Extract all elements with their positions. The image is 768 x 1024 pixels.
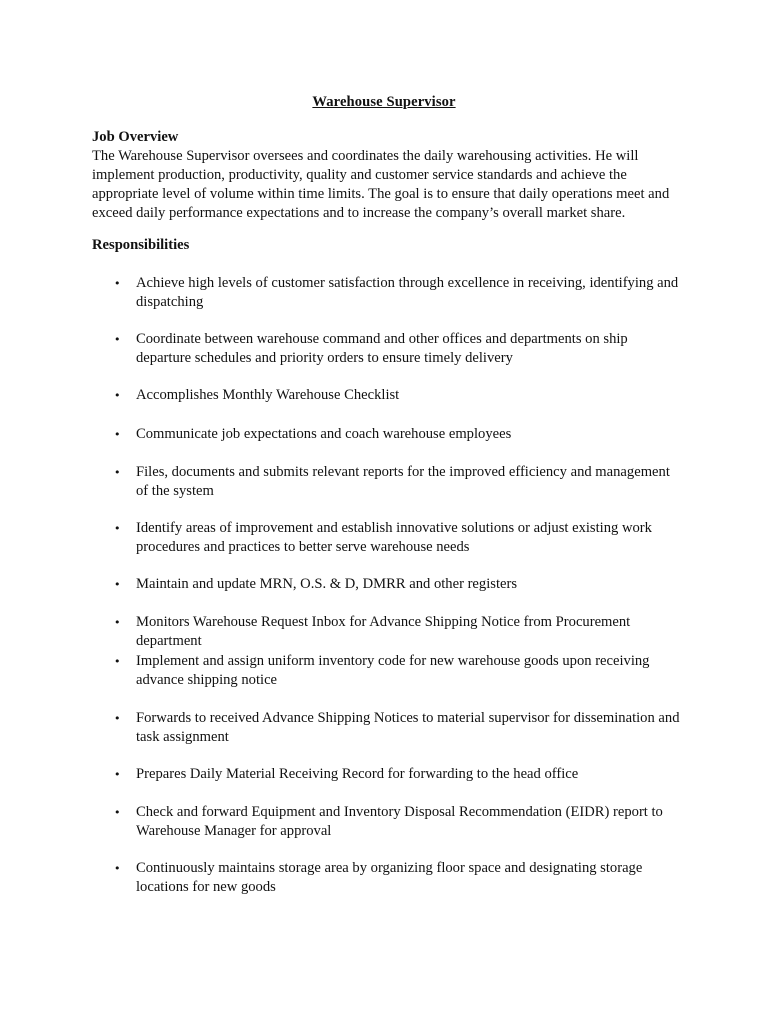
bullet-icon: • (114, 277, 121, 290)
list-item-text: Accomplishes Monthly Warehouse Checklist (136, 387, 400, 403)
list-item-text: Files, documents and submits relevant reports for the improved efficiency and management of the system (136, 464, 670, 499)
bullet-icon: • (114, 616, 121, 629)
bullet-icon: • (114, 389, 121, 402)
bullet-icon: • (114, 333, 121, 346)
list-item-text: Communicate job expectations and coach warehouse employees (136, 426, 512, 442)
bullet-icon: • (114, 862, 121, 875)
list-item-text: Check and forward Equipment and Inventory Disposal Recommendation (EIDR) report to Warehouse Manager for approval (136, 804, 663, 839)
bullet-icon: • (114, 712, 121, 725)
job-overview-heading: Job Overview (92, 129, 179, 145)
bullet-icon: • (114, 522, 121, 535)
responsibilities-heading: Responsibilities (92, 237, 190, 253)
list-item-text: Forwards to received Advance Shipping Notices to material supervisor for dissemination and task assignment (136, 710, 680, 745)
bullet-icon: • (114, 655, 121, 668)
list-item-text: Maintain and update MRN, O.S. & D, DMRR and other registers (136, 576, 518, 592)
bullet-icon: • (114, 806, 121, 819)
bullet-icon: • (114, 428, 121, 441)
list-item-text: Prepares Daily Material Receiving Record for forwarding to the head office (136, 766, 579, 782)
list-item-text: Identify areas of improvement and establish innovative solutions or adjust existing work procedures and practices to better serve warehouse needs (136, 520, 652, 555)
list-item-text: Coordinate between warehouse command and other offices and departments on ship departure schedules and priority orders to ensure timely delivery (136, 331, 628, 366)
list-item-text: Implement and assign uniform inventory code for new warehouse goods upon receiving advance shipping notice (136, 653, 650, 688)
list-item-text: Monitors Warehouse Request Inbox for Advance Shipping Notice from Procurement department (136, 614, 631, 649)
list-item-text: Achieve high levels of customer satisfaction through excellence in receiving, identifying and dispatching (136, 275, 679, 310)
job-overview-text: The Warehouse Supervisor oversees and coordinates the daily warehousing activities. He will implement production, productivity, quality and customer service standards and achieve the appropriate level of volume within time limits. The goal is to ensure that daily operations meet and exceed daily performance expectations and to increase the company’s overall market share. (92, 148, 670, 221)
bullet-icon: • (114, 466, 121, 479)
bullet-icon: • (114, 578, 121, 591)
list-item-text: Continuously maintains storage area by organizing floor space and designating storage locations for new goods (136, 860, 643, 895)
bullet-icon: • (114, 768, 121, 781)
document-title: Warehouse Supervisor (312, 94, 456, 110)
